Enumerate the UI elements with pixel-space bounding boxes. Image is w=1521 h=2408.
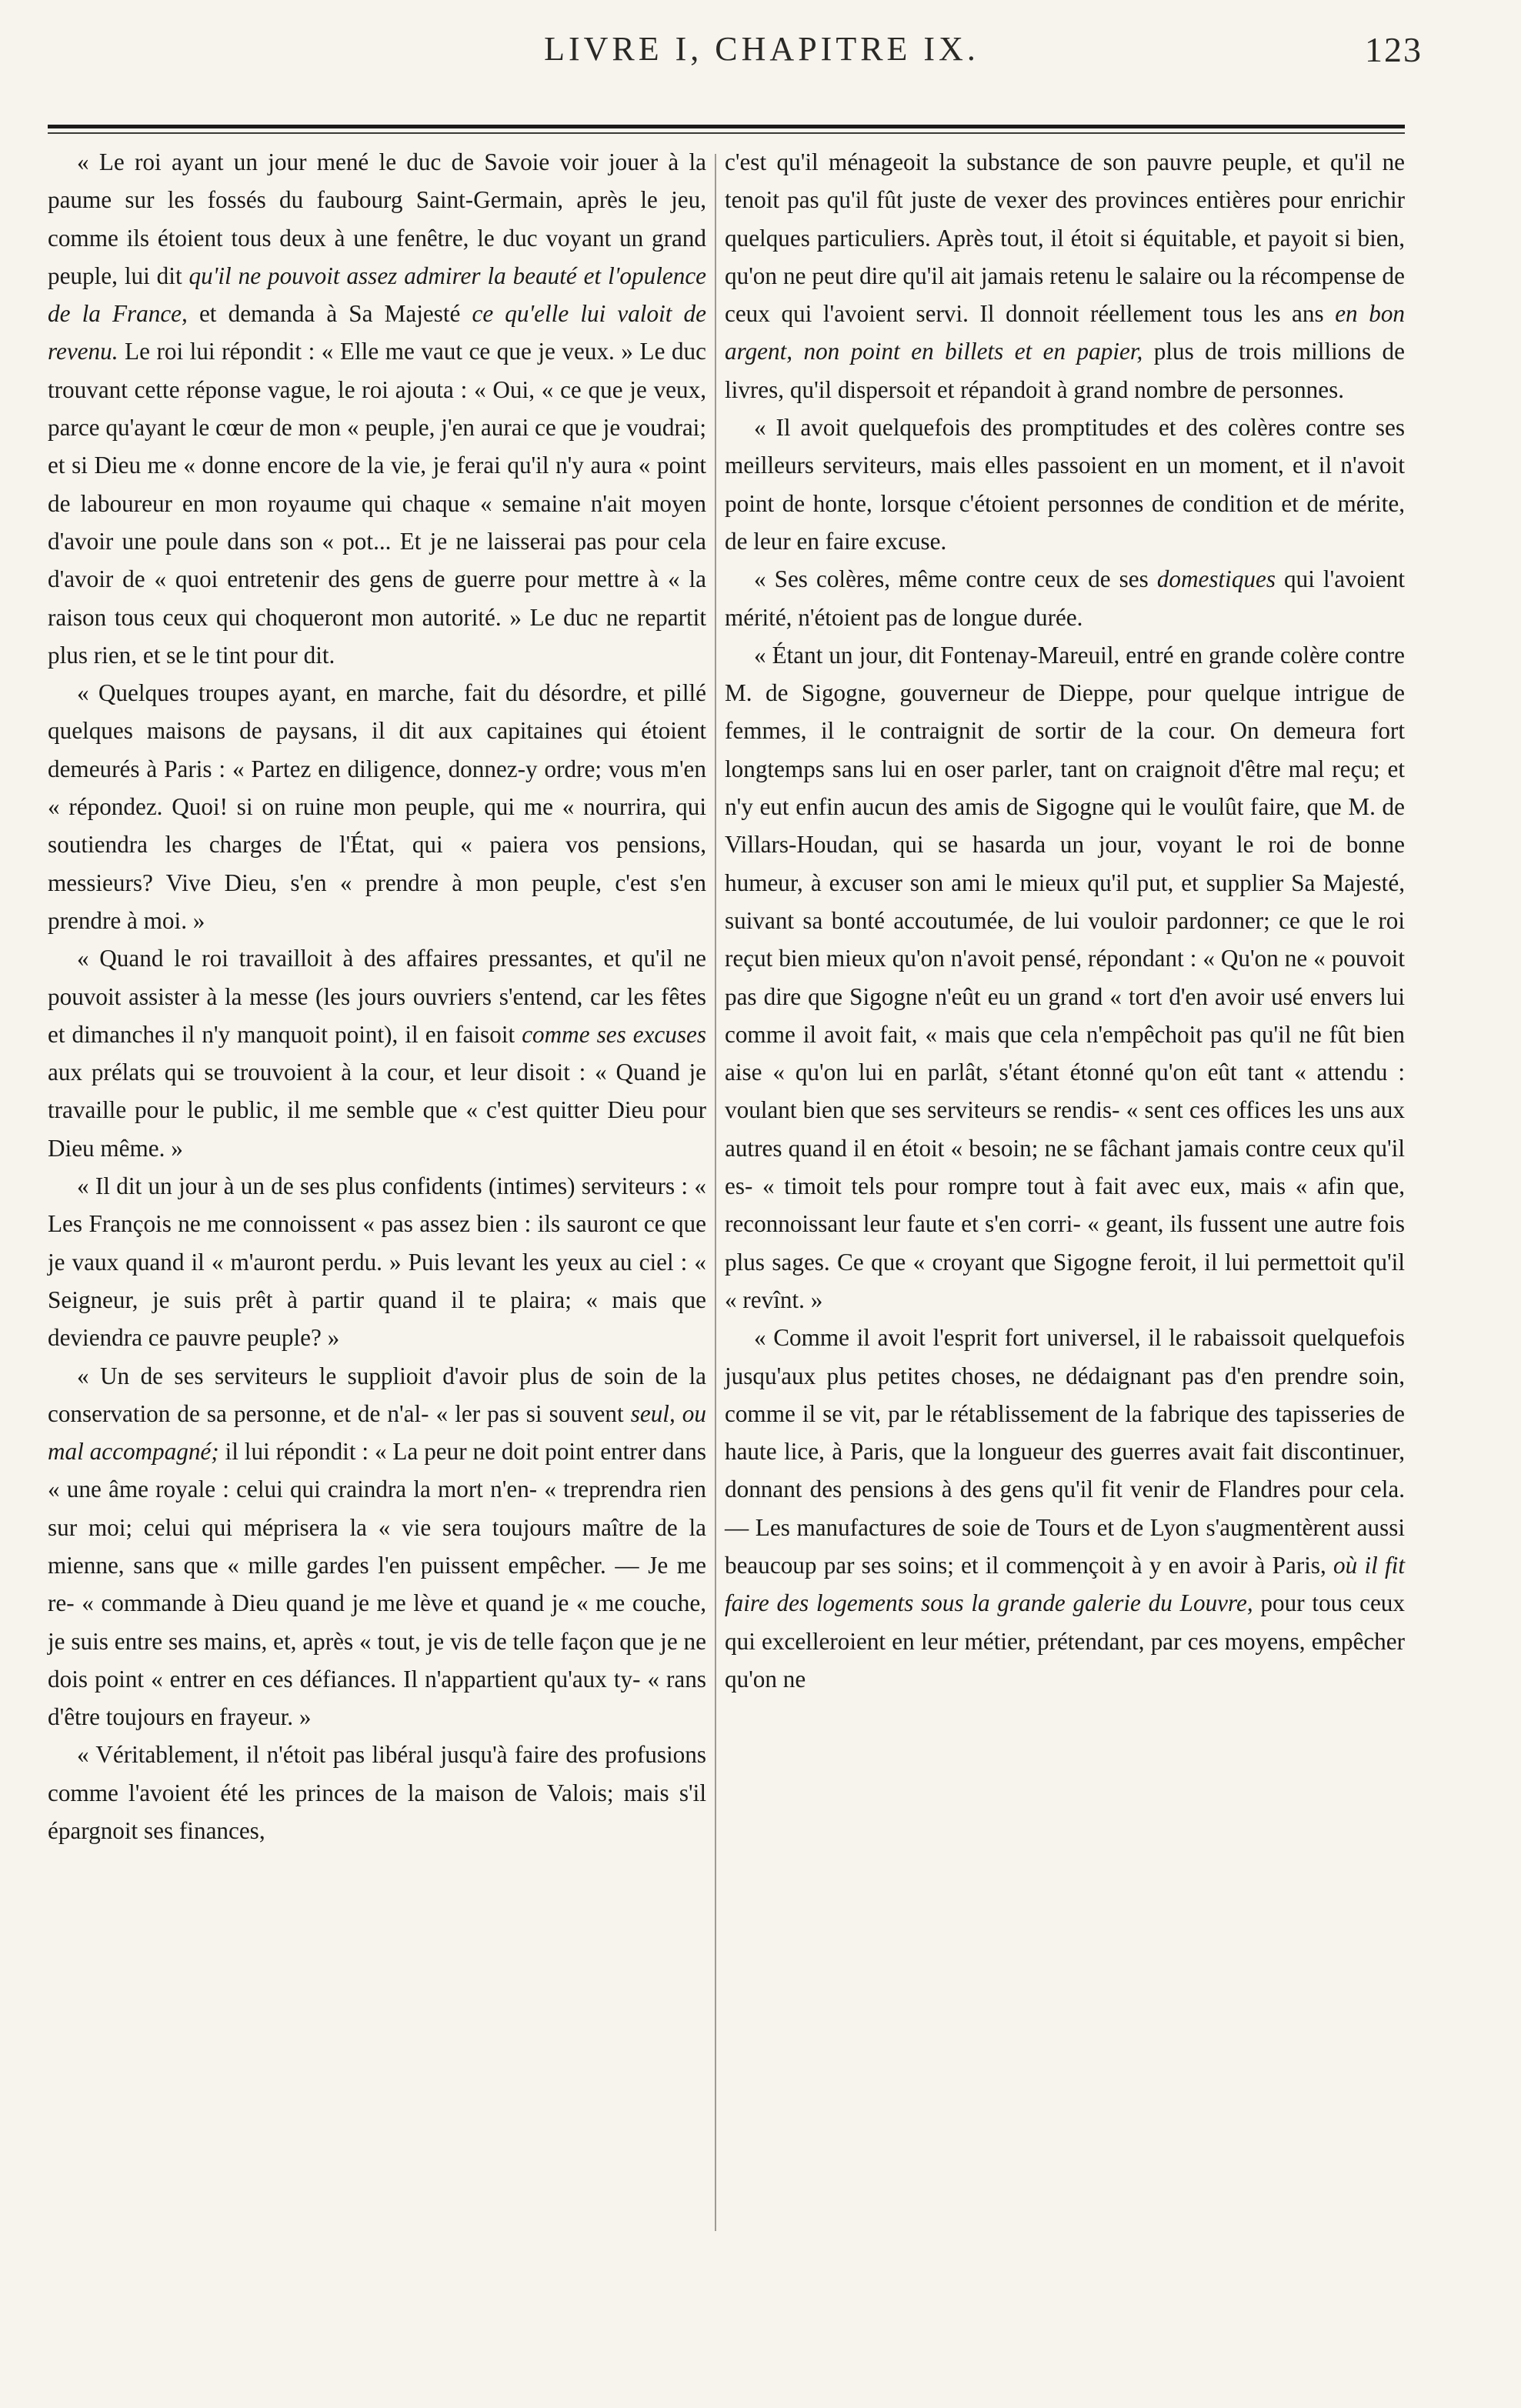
- italic-span: qu'il ne pouvoit assez admirer la beauté et l'opulence de la France,: [48, 262, 707, 328]
- paragraph: [48, 939, 706, 1167]
- text-span: « Ses colères, même contre ceux de ses: [754, 565, 1157, 593]
- paragraph: [48, 674, 706, 939]
- page-header: [0, 29, 1521, 98]
- text-span: « Il avoit quelquefois des promptitudes et des colères contre ses meilleurs serviteurs, mais elles passoient en un moment, et il n'avoit point de honte, lorsque c'étoient personnes de condition et de mérite, de leur en faire excuse.: [725, 414, 1405, 555]
- text-span: « Comme il avoit l'esprit fort universel, il le rabaissoit quelquefois jusqu'aux plus petites choses, ne dédaignant pas d'en prendre soin, comme il se vit, par le rétablissement de la fabrique des tapisseries de haute lice, à Paris, que la longueur des guerres avait fait discontinuer, donnant des pensions à des gens qu'il fit venir de Flandres pour cela. — Les manufactures de soie de Tours et de Lyon s'augmentèrent aussi beaucoup par ses soins; et il commençoit à y en avoir à Paris,: [725, 1324, 1405, 1579]
- text-span: il lui répondit : « La peur ne doit point entrer dans « une âme royale : celui qui craindra la mort n'en- « treprendra rien sur moi; celui qui méprisera la « vie sera toujours maître de la mienne, sans que « mille gardes l'en puissent empêcher. — Je me re- « commande à Dieu quand je me lève et quand je « me couche, je suis entre ses mains, et, après « tout, je vis de telle façon que je ne dois point « entrer en ces défiances. Il n'appartient qu'aux ty- « rans d'être toujours en frayeur. »: [48, 1438, 707, 1731]
- paragraph: [48, 1357, 706, 1736]
- paragraph: [725, 143, 1405, 409]
- italic-span: seul, ou mal accompagné;: [48, 1399, 706, 1466]
- paragraph: [725, 1319, 1405, 1698]
- text-span: c'est qu'il ménageoit la substance de son pauvre peuple, et qu'il ne tenoit pas qu'il fût juste de vexer des provinces entières pour enrichir quelques particuliers. Après tout, il étoit si équitable, et payoit si bien, qu'on ne peut dire qu'il ait jamais retenu le salaire ou la récompense de ceux qui l'avoient servi. Il donnoit réellement tous les ans: [725, 148, 1405, 328]
- text-span: aux prélats qui se trouvoient à la cour, et leur disoit : « Quand je travaille pour le public, il me semble que « c'est quitter Dieu pour Dieu même. »: [48, 1059, 706, 1162]
- page-number: 123: [1365, 30, 1423, 69]
- running-title: LIVRE I, CHAPITRE IX.: [544, 30, 979, 68]
- text-span: qui l'avoient mérité, n'étoient pas de longue durée.: [725, 565, 1405, 631]
- text-span: « Quelques troupes ayant, en marche, fait du désordre, et pillé quelques maisons de paysans, il dit aux capitaines qui étoient demeurés à Paris : « Partez en diligence, donnez-y ordre; vous m'en « répondez. Quoi! si on ruine mon peuple, qui me « nourrira, qui soutiendra les charges de l'État, qui « paiera vos pensions, messieurs? Vive Dieu, s'en « prendre à mon peuple, c'est s'en prendre à moi. »: [48, 679, 706, 934]
- paragraph: [725, 560, 1405, 636]
- text-span: « Le roi ayant un jour mené le duc de Savoie voir jouer à la paume sur les fossés du faubourg Saint-Germain, après le jeu, comme ils étoient tous deux à une fenêtre, le duc voyant un grand peuple, lui dit: [48, 148, 706, 289]
- text-span: Le roi lui répondit : « Elle me vaut ce que je veux. » Le duc trouvant cette réponse vague, le roi ajouta : « Oui, « ce que je veux, parce qu'ayant le cœur de mon « peuple, j'en aurai ce que je voudrai; et si Dieu me « donne encore de la vie, je ferai qu'il n'y aura « point de laboureur en mon royaume qui chaque « semaine n'ait moyen d'avoir une poule dans son « pot... Et je ne laisserai pas pour cela d'avoir de « quoi entretenir des gens de guerre pour mettre à « la raison tous ceux qui choqueront mon autorité. » Le duc ne repartit plus rien, et se le tint pour dit.: [48, 338, 706, 669]
- italic-span: ce qu'elle lui valoit de revenu.: [48, 300, 706, 365]
- text-span: « Il dit un jour à un de ses plus confidents (intimes) serviteurs : « Les François ne me connoissent « pas assez bien : ils sauront ce que je vaux quand il « m'auront perdu. » Puis levant les yeux au ciel : « Seigneur, je suis prêt à partir quand il te plaira; « mais que deviendra ce pauvre peuple? »: [48, 1172, 706, 1352]
- italic-span: domestiques: [1156, 565, 1276, 593]
- paragraph: [725, 409, 1405, 560]
- text-span: plus de trois millions de livres, qu'il dispersoit et répandoit à grand nombre de personnes.: [725, 338, 1405, 403]
- paragraph: [725, 636, 1405, 1319]
- italic-span: comme ses excuses: [522, 1020, 706, 1048]
- header-rule-thick: [48, 125, 1405, 128]
- text-span: pour tous ceux qui excelleroient en leur métier, prétendant, par ces moyens, empêcher qu'on ne: [725, 1589, 1405, 1693]
- paragraph: [48, 143, 706, 674]
- italic-span: en bon argent, non point en billets et en papier,: [725, 300, 1406, 365]
- column-divider: [715, 154, 716, 2231]
- text-span: « Étant un jour, dit Fontenay-Mareuil, entré en grande colère contre M. de Sigogne, gouverneur de Dieppe, pour quelque intrigue de femmes, il le contraignit de sortir de la cour. On demeura fort longtemps sans lui en oser parler, tant on craignoit d'être mal reçu; et n'y eut enfin aucun des amis de Sigogne qui le voulût faire, que M. de Villars-Houdan, qui se hasarda un jour, voyant le roi de bonne humeur, à excuser son ami le mieux qu'il put, et supplier Sa Majesté, suivant sa bonté accoutumée, de lui vouloir pardonner; ce que le roi reçut bien mieux qu'on n'avoit pensé, répondant : « Qu'on ne « pouvoit pas dire que Sigogne n'eût eu un grand « tort d'en avoir usé envers lui comme il avoit fait, « mais que cela n'empêchoit pas qu'il ne fût bien aise « qu'on lui en parlât, s'étant étonné qu'on eût tant « attendu : voulant bien que ses serviteurs se rendis- « sent ces offices les uns aux autres quand il en étoit « besoin; ne se fâchant jamais contre ceux qu'il es- « timoit tels pour rompre tout à fait avec eux, mais « afin que, reconnoissant leur faute et s'en corri- « geant, ils fussent une autre fois plus sages. Ce que « croyant que Sigogne feroit, il lui permettoit qu'il « revînt. »: [725, 641, 1405, 1313]
- header-rule-thin: [48, 132, 1405, 134]
- paragraph: [48, 1736, 706, 1849]
- right-text-column: [725, 143, 1405, 1698]
- paragraph: [48, 1167, 706, 1356]
- text-span: « Quand le roi travailloit à des affaires pressantes, et qu'il ne pouvoit assister à la messe (les jours ouvriers s'entend, car les fêtes et dimanches il n'y manquoit point), il en faisoit: [48, 945, 706, 1048]
- left-text-column: [48, 143, 706, 1849]
- text-span: et demanda à Sa Majesté: [187, 300, 472, 328]
- text-span: « Véritablement, il n'étoit pas libéral jusqu'à faire des profusions comme l'avoient été les princes de la maison de Valois; mais s'il épargnoit ses finances,: [48, 1741, 706, 1845]
- text-span: « Un de ses serviteurs le supplioit d'avoir plus de soin de la conservation de sa personne, et de n'al- « ler pas si souvent: [48, 1362, 706, 1427]
- italic-span: où il fit faire des logements sous la grande galerie du Louvre,: [725, 1551, 1405, 1617]
